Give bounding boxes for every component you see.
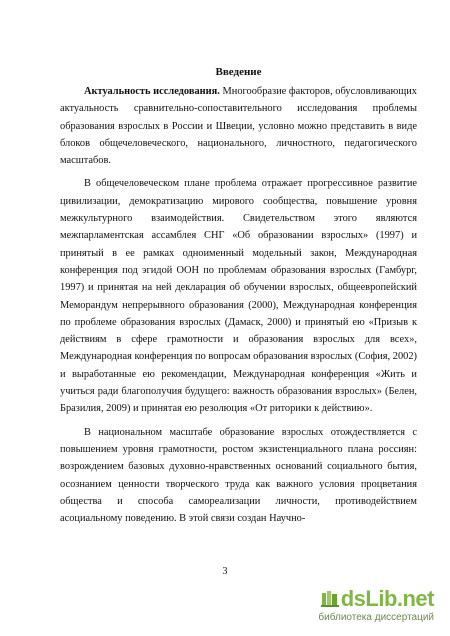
paragraph-lead: Актуальность исследования. xyxy=(84,86,220,97)
paragraph-relevance xyxy=(60,83,417,169)
page-number: 3 xyxy=(222,566,228,577)
watermark-brand: dsLib.net xyxy=(340,586,434,611)
book-stack-icon xyxy=(321,591,339,607)
paragraph-global: В общечеловеческом плане проблема отражает прогрессивное развитие цивилизации, демократизацию мирового сообщества, повышение уровня межкультурного взаимодействия. Свидетельством этого являются межпарламентская ассамблея СНГ «Об образовании взрослых» (1997) и принятый в ее рамках одноименный модельный закон, Международная конференция под эгидой ООН по проблемам образования взрослых (Гамбург, 1997) и принятая на ней декларация об обучении взрослых, общеевропейский Меморандум непрерывного образования (2000), Международная конференция по проблеме образования взрослых (Дамаск, 2000) и принятый ею «Призыв к действиям в сфере грамотности и образования взрослых для всех», Международная конференция по вопросам образования взрослых (София, 2002) и выработанные ею рекомендации, Международная конференция «Жить и учиться ради благополучия будущего: важность образования взрослых» (Белен, Бразилия, 2009) и принятая ею резолюция «От риторики к действию». xyxy=(60,178,417,415)
watermark xyxy=(318,586,434,626)
watermark-tagline: библиотека диссертаций xyxy=(318,612,434,623)
document-page xyxy=(60,64,417,533)
watermark-logo xyxy=(321,586,434,612)
paragraph-text: Многообразие факторов, обусловливающих актуальность сравнительно-сопоставительного исследования проблемы образования взрослых в России и Швеции, условно можно представить в виде блоков общечеловеческого, национального, личностного, педагогического масштабов. xyxy=(60,86,417,167)
page-title: Введение xyxy=(215,66,262,78)
paragraph-national: В национальном масштабе образование взрослых отождествляется с повышением уровня грамотности, ростом экзистенциального плана россиян: возрождением базовых духовно-нравственных оснований социального бытия, осознанием ценности творческого труда как важного условия процветания общества и способа самореализации личности, противодействием асоциальному поведению. В этой связи создан Научно- xyxy=(60,426,417,525)
